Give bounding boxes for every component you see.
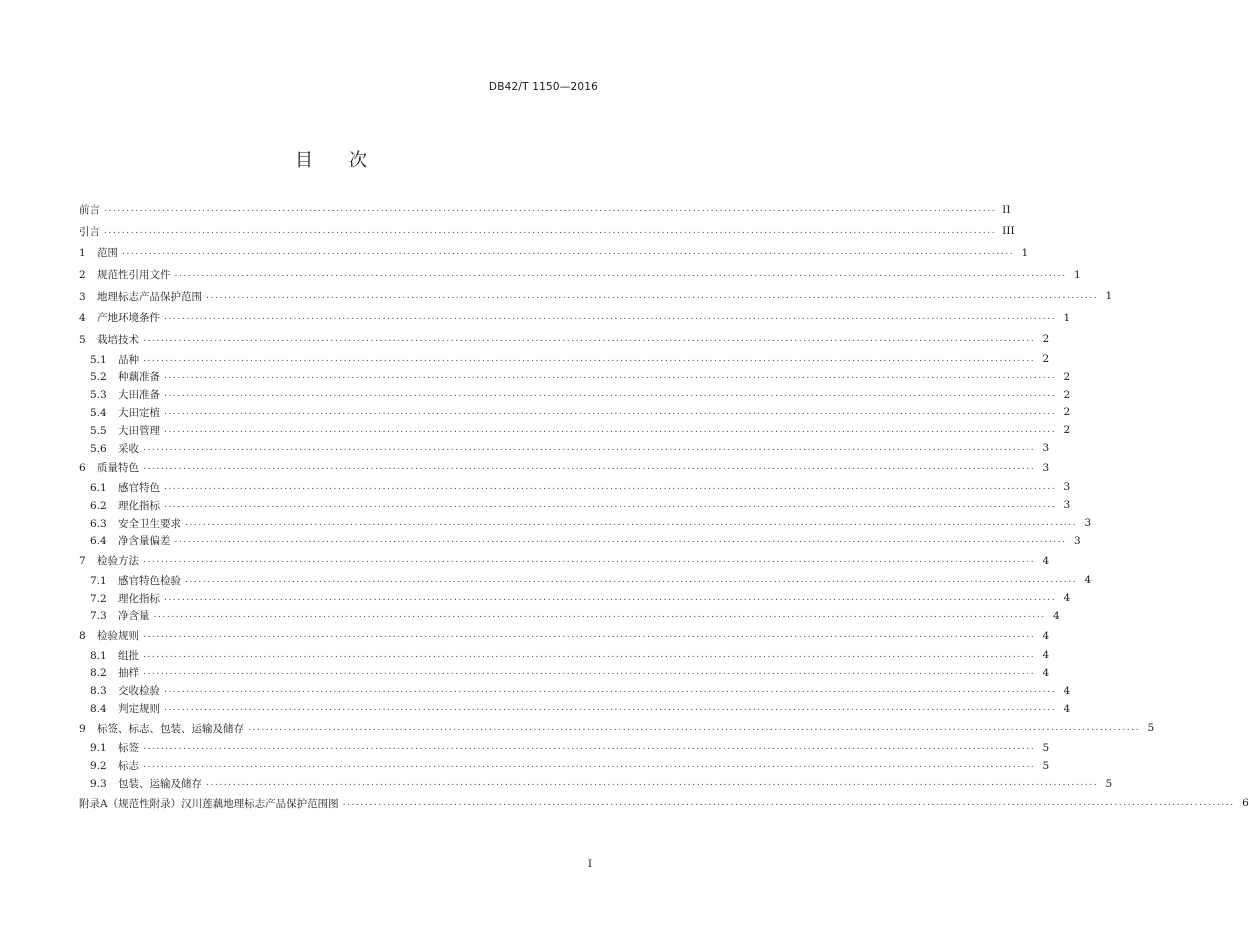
toc-entry-title — [90, 608, 152, 623]
toc-entry[interactable] — [79, 479, 1071, 497]
toc-entry[interactable] — [79, 607, 1060, 625]
dot-leader: ........................................................................................................................................................................................................ — [143, 442, 1036, 453]
toc-entry-page: 3 — [1042, 461, 1050, 474]
toc-entry-page: 4 — [1063, 684, 1071, 697]
dot-leader: ........................................................................................................................................................................................................ — [164, 424, 1057, 435]
toc-entry-number: 8 — [79, 630, 86, 642]
toc-entry-label: 净含量偏差 — [118, 535, 171, 548]
toc-entry-title — [79, 267, 173, 282]
toc-entry-number: 4 — [79, 312, 86, 325]
toc-entry-label: 组批 — [118, 649, 139, 662]
title-char-2: 次 — [349, 150, 367, 171]
toc-entry-number: 3 — [79, 290, 86, 303]
dot-leader: ........................................................................................................................................................................................................ — [143, 760, 1036, 771]
toc-entry-label: 感官特色检验 — [118, 574, 181, 587]
toc-entry-page: 3 — [1063, 499, 1071, 512]
toc-entry-page: 5 — [1147, 722, 1155, 735]
toc-entry-title — [79, 202, 102, 217]
toc-entry-title — [90, 423, 162, 438]
toc-entry-title — [90, 701, 162, 716]
toc-entry-title — [90, 516, 183, 531]
toc-entry[interactable] — [79, 514, 1092, 532]
dot-leader: ........................................................................................................................................................................................................ — [342, 797, 1235, 808]
toc-entry-label: 前言 — [79, 204, 100, 217]
toc-entry-number: 7 — [79, 555, 86, 568]
toc-entry[interactable] — [79, 550, 1050, 572]
toc-entry-page: 4 — [1042, 554, 1050, 567]
toc-entry-title — [90, 405, 162, 420]
toc-entry-title — [79, 245, 120, 260]
toc-entry-title — [90, 776, 204, 791]
toc-entry-number: 7.2 — [90, 592, 107, 605]
toc-entry-number: 5.4 — [90, 406, 107, 419]
toc-entry-page: 3 — [1042, 442, 1050, 455]
toc-entry-number: 5.1 — [90, 353, 107, 366]
document-code: DB42/T 1150—2016 — [488, 81, 598, 93]
dot-leader: ........................................................................................................................................................................................................ — [164, 389, 1057, 400]
toc-entry-label: 标签 — [118, 742, 139, 755]
toc-entry-title — [90, 648, 141, 663]
toc-entry-number: 9 — [79, 722, 86, 735]
dot-leader: ........................................................................................................................................................................................................ — [143, 462, 1036, 473]
toc-entry-number: 8.4 — [90, 703, 107, 716]
toc-entry-label: 理化指标 — [118, 592, 160, 605]
toc-entry[interactable] — [79, 264, 1081, 286]
page-title — [0, 146, 662, 172]
toc-entry-label: 标志 — [118, 760, 139, 773]
toc-entry-title — [90, 533, 173, 548]
dot-leader: ........................................................................................................................................................................................................ — [164, 371, 1057, 382]
dot-leader: ........................................................................................................................................................................................................ — [164, 312, 1057, 323]
toc-entry[interactable] — [79, 700, 1071, 718]
page-number: I — [587, 858, 592, 870]
toc-entry-page: 1 — [1063, 311, 1071, 324]
toc-entry-page: 4 — [1063, 702, 1071, 715]
toc-entry-page: 4 — [1042, 666, 1050, 679]
dot-leader: ........................................................................................................................................................................................................ — [143, 742, 1036, 753]
toc-entry-number: 8.1 — [90, 649, 107, 662]
toc-entry[interactable] — [79, 457, 1050, 479]
toc-entry-label: 标签、标志、包装、运输及储存 — [97, 722, 244, 735]
toc-entry[interactable] — [79, 386, 1071, 404]
toc-entry-number: 2 — [79, 269, 86, 282]
toc-entry-number: 6 — [79, 462, 86, 475]
dot-leader: ........................................................................................................................................................................................................ — [153, 610, 1046, 621]
dot-leader: ........................................................................................................................................................................................................ — [206, 290, 1099, 301]
toc-entry[interactable] — [79, 571, 1092, 589]
toc-entry-title — [90, 573, 183, 588]
dot-leader: ........................................................................................................................................................................................................ — [143, 649, 1036, 660]
toc-entry-number: 8.2 — [90, 667, 107, 680]
dot-leader: ........................................................................................................................................................................................................ — [143, 353, 1036, 364]
toc-entry-label: 引言 — [79, 225, 100, 238]
toc-entry-title — [90, 498, 162, 513]
toc-entry[interactable] — [79, 664, 1050, 682]
toc-entry-page: 2 — [1063, 370, 1071, 383]
toc-entry-number: 9.1 — [90, 742, 107, 755]
toc-entry-title — [79, 628, 141, 643]
toc-entry[interactable] — [79, 368, 1071, 386]
toc-entry-label: 规范性引用文件 — [97, 269, 171, 282]
toc-entry-label: 品种 — [118, 353, 139, 366]
toc-entry[interactable] — [79, 496, 1071, 514]
toc-entry-number: 6.1 — [90, 481, 107, 494]
toc-entry[interactable] — [79, 242, 1029, 264]
toc-entry-title — [90, 591, 162, 606]
toc-entry-title — [79, 224, 102, 239]
toc-entry-title — [90, 352, 141, 367]
toc-entry-label: 范围 — [97, 247, 118, 260]
toc-entry-page: II — [1002, 203, 1011, 216]
toc-entry-page: 3 — [1084, 517, 1092, 530]
toc-entry-page: 2 — [1063, 388, 1071, 401]
dot-leader: ........................................................................................................................................................................................................ — [104, 204, 997, 215]
toc-entry-label: 交收检验 — [118, 685, 160, 698]
dot-leader: ........................................................................................................................................................................................................ — [164, 481, 1057, 492]
toc-entry[interactable] — [79, 625, 1050, 647]
toc-entry-title — [90, 740, 141, 755]
toc-entry-page: 4 — [1042, 629, 1050, 642]
toc-entry-title — [90, 441, 141, 456]
toc-entry-label: 大田定植 — [118, 406, 160, 419]
toc-entry[interactable] — [79, 532, 1081, 550]
dot-leader: ........................................................................................................................................................................................................ — [174, 535, 1067, 546]
toc-entry[interactable] — [79, 221, 1015, 243]
toc-entry-page: 4 — [1052, 609, 1060, 622]
toc-entry-label: 质量特色 — [97, 462, 139, 475]
toc-entry-label: 检验规则 — [97, 630, 139, 642]
toc-entry-page: 2 — [1042, 333, 1050, 346]
toc-entry[interactable] — [79, 775, 1113, 793]
toc-entry-page: 4 — [1084, 574, 1092, 587]
dot-leader: ........................................................................................................................................................................................................ — [164, 406, 1057, 417]
toc-entry-label: 感官特色 — [118, 481, 160, 494]
toc-entry-number: 5.3 — [90, 389, 107, 402]
dot-leader: ........................................................................................................................................................................................................ — [143, 333, 1036, 344]
toc-entry-number: 8.3 — [90, 685, 107, 698]
toc-entry-number: 7.3 — [90, 610, 107, 623]
toc-entry-number: 9.3 — [90, 778, 107, 791]
toc-entry-label: 安全卫生要求 — [118, 517, 181, 530]
toc-entry-label: 判定规则 — [118, 703, 160, 716]
dot-leader: ........................................................................................................................................................................................................ — [164, 592, 1057, 603]
toc-entry-page: 2 — [1063, 424, 1071, 437]
toc-entry-label: 净含量 — [118, 610, 150, 623]
dot-leader: ........................................................................................................................................................................................................ — [143, 630, 1036, 640]
toc-entry-title — [79, 460, 141, 475]
toc-entry-page: 4 — [1042, 649, 1050, 662]
table-of-contents — [79, 199, 1249, 814]
toc-entry-number: 6.4 — [90, 535, 107, 548]
toc-entry-number: 6.2 — [90, 499, 107, 512]
toc-entry-page: 5 — [1042, 741, 1050, 754]
toc-entry-number: 5.2 — [90, 371, 107, 384]
dot-leader: ........................................................................................................................................................................................................ — [248, 722, 1141, 733]
toc-entry-title — [79, 289, 204, 304]
toc-entry-title — [90, 683, 162, 698]
toc-entry[interactable] — [79, 439, 1050, 457]
toc-entry-page: 5 — [1042, 759, 1050, 772]
toc-entry[interactable] — [79, 199, 1011, 221]
dot-leader: ........................................................................................................................................................................................................ — [164, 703, 1057, 714]
toc-entry-label: 检验方法 — [97, 555, 139, 568]
toc-entry-page: 3 — [1063, 481, 1071, 494]
toc-entry[interactable] — [79, 285, 1113, 307]
toc-entry-label: 种藕准备 — [118, 371, 160, 384]
dot-leader: ........................................................................................................................................................................................................ — [143, 555, 1036, 566]
toc-entry-label: 包装、运输及储存 — [118, 778, 202, 791]
toc-entry-title — [79, 332, 141, 347]
toc-entry-title — [79, 721, 246, 736]
toc-entry-label: 采收 — [118, 442, 139, 455]
toc-entry[interactable] — [79, 307, 1071, 329]
toc-entry[interactable] — [79, 739, 1050, 757]
toc-entry-number: 7.1 — [90, 574, 107, 587]
toc-entry[interactable] — [79, 646, 1050, 664]
toc-entry-label: 附录A（规范性附录）汉川莲藕地理标志产品保护范围图 — [79, 797, 339, 810]
toc-entry[interactable] — [79, 682, 1071, 700]
dot-leader: ........................................................................................................................................................................................................ — [164, 499, 1057, 510]
toc-entry-number: 5 — [79, 333, 86, 346]
toc-entry-title — [90, 387, 162, 402]
toc-entry-number: 1 — [79, 247, 86, 260]
toc-entry-label: 大田管理 — [118, 424, 160, 437]
dot-leader: ........................................................................................................................................................................................................ — [143, 667, 1036, 678]
title-char-1: 目 — [295, 150, 313, 171]
toc-entry-title — [90, 758, 141, 773]
toc-entry-label: 产地环境条件 — [97, 312, 160, 325]
dot-leader: ........................................................................................................................................................................................................ — [185, 574, 1078, 585]
toc-entry-number: 6.3 — [90, 517, 107, 530]
dot-leader: ........................................................................................................................................................................................................ — [104, 225, 997, 236]
toc-entry-page: 4 — [1063, 592, 1071, 604]
toc-entry-number: 5.6 — [90, 442, 107, 455]
toc-entry-number: 5.5 — [90, 424, 107, 437]
dot-leader: ........................................................................................................................................................................................................ — [206, 778, 1099, 789]
dot-leader: ........................................................................................................................................................................................................ — [185, 517, 1078, 528]
toc-entry-title — [79, 310, 162, 325]
toc-entry[interactable] — [79, 421, 1071, 439]
toc-entry-label: 栽培技术 — [97, 333, 139, 346]
toc-entry[interactable] — [79, 329, 1050, 351]
toc-entry-label: 大田准备 — [118, 389, 160, 402]
toc-entry[interactable] — [79, 757, 1050, 775]
toc-entry-title — [79, 796, 341, 811]
toc-entry-page: III — [1002, 225, 1015, 238]
toc-entry-page: 2 — [1063, 406, 1071, 419]
toc-entry-page: 6 — [1242, 797, 1249, 810]
toc-entry-label: 抽样 — [118, 667, 139, 680]
toc-entry-label: 地理标志产品保护范围 — [97, 290, 202, 303]
toc-entry-page: 2 — [1042, 353, 1050, 366]
toc-entry-title — [90, 480, 162, 495]
toc-entry[interactable] — [79, 589, 1071, 607]
toc-entry[interactable] — [79, 792, 1249, 814]
toc-entry-page: 3 — [1073, 534, 1081, 547]
dot-leader: ........................................................................................................................................................................................................ — [174, 269, 1067, 280]
toc-entry-title — [90, 369, 162, 384]
dot-leader: ........................................................................................................................................................................................................ — [164, 685, 1057, 696]
dot-leader: ........................................................................................................................................................................................................ — [122, 247, 1015, 258]
toc-entry-number: 9.2 — [90, 760, 107, 773]
toc-entry[interactable] — [79, 717, 1155, 739]
toc-entry-title — [79, 553, 141, 568]
toc-entry-page: 1 — [1021, 246, 1029, 259]
toc-entry-page: 1 — [1105, 290, 1113, 303]
toc-entry-label: 理化指标 — [118, 499, 160, 512]
toc-entry-title — [90, 665, 141, 680]
toc-entry-page: 1 — [1073, 268, 1081, 281]
toc-entry[interactable] — [79, 404, 1071, 422]
toc-entry[interactable] — [79, 350, 1050, 368]
toc-entry-page: 5 — [1105, 777, 1113, 790]
